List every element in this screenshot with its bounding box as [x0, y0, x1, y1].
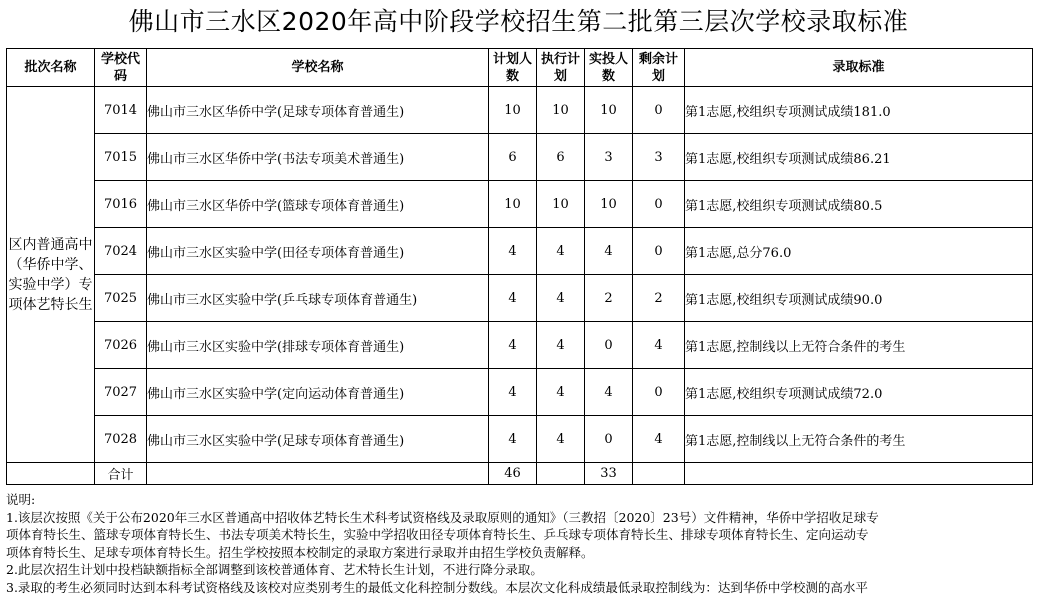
plan-count: 4 — [489, 322, 537, 369]
header-remain: 剩余计划 — [633, 49, 685, 87]
admission-standard: 第1志愿,控制线以上无符合条件的考生 — [685, 416, 1033, 463]
total-empty-cell — [685, 463, 1033, 485]
table-row — [7, 369, 1033, 416]
actual-count: 3 — [585, 134, 633, 181]
note-line: 1.该层次按照《关于公布2020年三水区普通高中招收体艺特长生术科考试资格线及录取原则的通知》（三教招〔2020〕23号）文件精神，华侨中学招收足球专 — [6, 509, 879, 525]
school-code: 7026 — [95, 322, 147, 369]
exec-count: 4 — [537, 416, 585, 463]
plan-count: 10 — [489, 181, 537, 228]
batch-name-cell: 区内普通高中（华侨中学、实验中学）专项体艺特长生 — [7, 87, 95, 463]
header-actual: 实投人数 — [585, 49, 633, 87]
total-empty-cell — [633, 463, 685, 485]
total-empty-cell — [147, 463, 489, 485]
admission-standard: 第1志愿,校组织专项测试成绩86.21 — [685, 134, 1033, 181]
plan-count: 10 — [489, 87, 537, 134]
plan-count: 4 — [489, 275, 537, 322]
actual-count: 10 — [585, 87, 633, 134]
notes-section — [6, 491, 1036, 596]
table-row — [7, 87, 1033, 134]
exec-count: 4 — [537, 369, 585, 416]
exec-count: 10 — [537, 87, 585, 134]
remain-count: 4 — [633, 322, 685, 369]
plan-count: 6 — [489, 134, 537, 181]
exec-count: 4 — [537, 275, 585, 322]
header-batch: 批次名称 — [7, 49, 95, 87]
notes-heading: 说明: — [6, 492, 36, 507]
school-name: 佛山市三水区实验中学(排球专项体育普通生) — [147, 322, 489, 369]
remain-count: 0 — [633, 87, 685, 134]
school-name: 佛山市三水区华侨中学(篮球专项体育普通生) — [147, 181, 489, 228]
admission-standard: 第1志愿,校组织专项测试成绩80.5 — [685, 181, 1033, 228]
header-school: 学校名称 — [147, 49, 489, 87]
table-row — [7, 275, 1033, 322]
table-header-row — [7, 49, 1033, 87]
school-code: 7025 — [95, 275, 147, 322]
header-code: 学校代码 — [95, 49, 147, 87]
actual-count: 10 — [585, 181, 633, 228]
header-exec: 执行计划 — [537, 49, 585, 87]
school-name: 佛山市三水区实验中学(乒乓球专项体育普通生) — [147, 275, 489, 322]
note-line: 项体育特长生、篮球专项体育特长生、书法专项美术特长生，实验中学招收田径专项体育特长生、乒乓球专项体育特长生、排球专项体育特长生、定向运动专 — [6, 527, 869, 542]
total-empty-cell — [7, 463, 95, 485]
actual-count: 4 — [585, 228, 633, 275]
admission-standard: 第1志愿,校组织专项测试成绩181.0 — [685, 87, 1033, 134]
remain-count: 0 — [633, 228, 685, 275]
school-code: 7014 — [95, 87, 147, 134]
actual-count: 0 — [585, 416, 633, 463]
admission-standard: 第1志愿,控制线以上无符合条件的考生 — [685, 322, 1033, 369]
total-plan: 46 — [489, 463, 537, 485]
school-code: 7024 — [95, 228, 147, 275]
note-line: 2.此层次招生计划中投档缺额指标全部调整到该校普通体育、艺术特长生计划，不进行降分录取。 — [6, 562, 543, 577]
header-plan: 计划人数 — [489, 49, 537, 87]
table-row — [7, 228, 1033, 275]
total-actual: 33 — [585, 463, 633, 485]
school-name: 佛山市三水区华侨中学(足球专项体育普通生) — [147, 87, 489, 134]
admission-standard: 第1志愿,总分76.0 — [685, 228, 1033, 275]
school-code: 7016 — [95, 181, 147, 228]
plan-count: 4 — [489, 369, 537, 416]
exec-count: 10 — [537, 181, 585, 228]
admission-standard: 第1志愿,校组织专项测试成绩90.0 — [685, 275, 1033, 322]
header-standard: 录取标准 — [685, 49, 1033, 87]
school-name: 佛山市三水区实验中学(定向运动体育普通生) — [147, 369, 489, 416]
admission-standard: 第1志愿,校组织专项测试成绩72.0 — [685, 369, 1033, 416]
total-row — [7, 463, 1033, 485]
actual-count: 2 — [585, 275, 633, 322]
note-line: 项体育特长生、足球专项体育特长生。招生学校按照本校制定的录取方案进行录取并由招生学校负责解释。 — [6, 544, 594, 560]
remain-count: 3 — [633, 134, 685, 181]
exec-count: 6 — [537, 134, 585, 181]
school-name: 佛山市三水区实验中学(足球专项体育普通生) — [147, 416, 489, 463]
remain-count: 4 — [633, 416, 685, 463]
actual-count: 4 — [585, 369, 633, 416]
plan-count: 4 — [489, 416, 537, 463]
table-row — [7, 322, 1033, 369]
total-label: 合计 — [95, 463, 147, 485]
total-empty-cell — [537, 463, 585, 485]
remain-count: 2 — [633, 275, 685, 322]
admission-table — [6, 48, 1033, 485]
school-code: 7015 — [95, 134, 147, 181]
school-name: 佛山市三水区华侨中学(书法专项美术普通生) — [147, 134, 489, 181]
remain-count: 0 — [633, 369, 685, 416]
note-line: 3.录取的考生必须同时达到本科考试资格线及该校对应类别考生的最低文化科控制分数线。本层次文化科成绩最低录取控制线为：达到华侨中学校测的高水平 — [6, 579, 868, 595]
actual-count: 0 — [585, 322, 633, 369]
table-row — [7, 134, 1033, 181]
school-name: 佛山市三水区实验中学(田径专项体育普通生) — [147, 228, 489, 275]
plan-count: 4 — [489, 228, 537, 275]
school-code: 7028 — [95, 416, 147, 463]
remain-count: 0 — [633, 181, 685, 228]
table-row — [7, 416, 1033, 463]
exec-count: 4 — [537, 228, 585, 275]
table-row — [7, 181, 1033, 228]
school-code: 7027 — [95, 369, 147, 416]
page-title: 佛山市三水区2020年高中阶段学校招生第二批第三层次学校录取标准 — [128, 7, 909, 36]
exec-count: 4 — [537, 322, 585, 369]
